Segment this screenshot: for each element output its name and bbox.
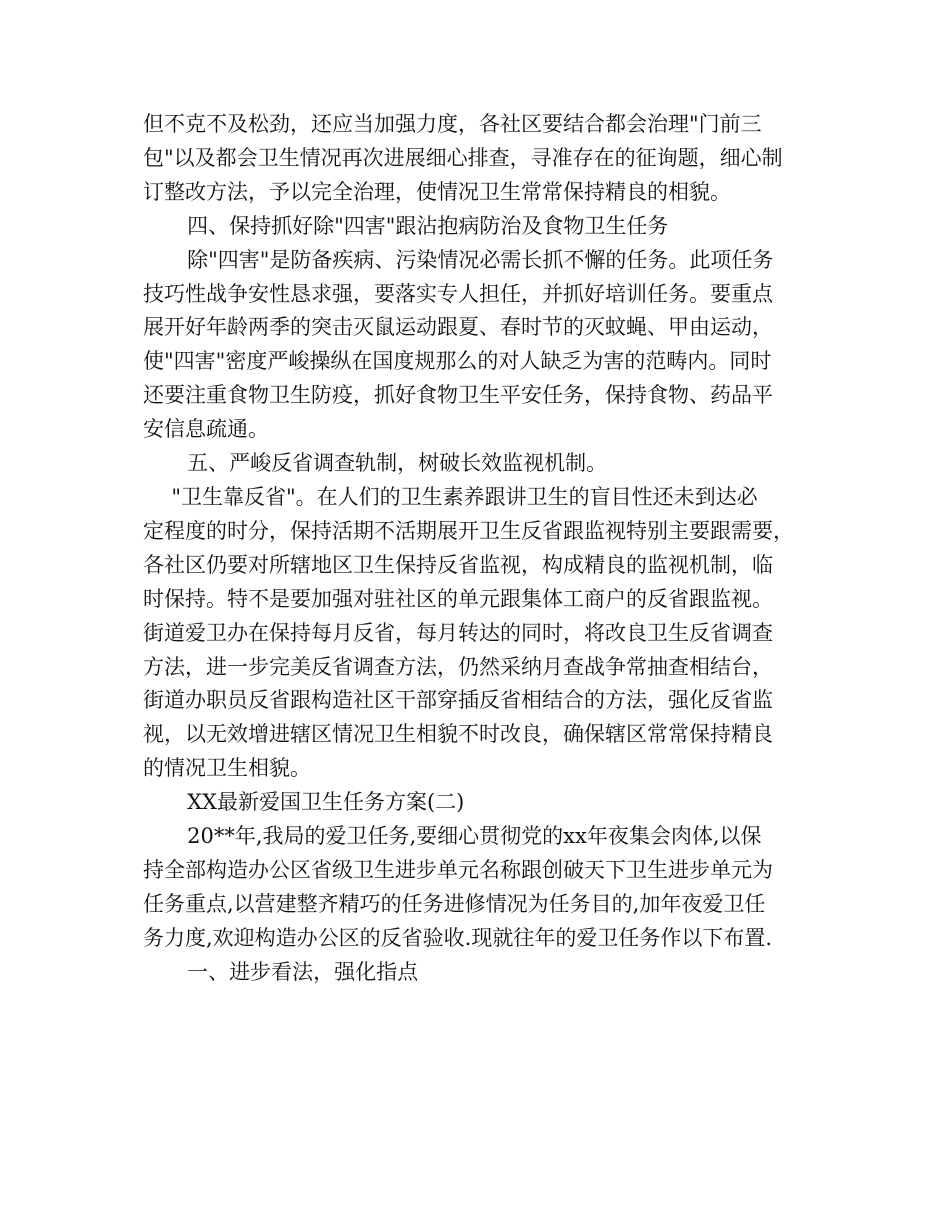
- heading-text: 四、保持抓好除"四害"跟沾抱病防治及食物卫生任务: [187, 213, 669, 238]
- text-line: 视，以无效增进辖区情况卫生相貌不时改良，确保辖区常常保持精良: [143, 722, 773, 747]
- text-line: 任务重点,以营建整齐精巧的任务进修情况为任务目的,加年夜爱卫任: [143, 891, 766, 916]
- text-line: 除"四害"是防备疾病、污染情况必需长抓不懈的任务。此项任务: [187, 247, 774, 272]
- heading-text: 一、进步看法，强化指点: [187, 959, 419, 984]
- paragraph-sanitation-continuation: [143, 108, 828, 210]
- text-line: 街道爱卫办在保持每月反省，每月转达的同时，将改良卫生反省调查: [143, 620, 773, 645]
- paragraph-four-pests: [143, 244, 828, 447]
- text-line: 安信息疏通。: [143, 417, 269, 442]
- text-line: 使"四害"密度严峻操纵在国度规那么的对人缺乏为害的范畴内。同时: [143, 349, 772, 374]
- text-line: 各社区仍要对所辖地区卫生保持反省监视，构成精良的监视机制，临: [143, 552, 773, 577]
- text-line: 但不克不及松劲，还应当加强力度，各社区要结合都会治理"门前三: [143, 112, 762, 136]
- text-line: 包"以及都会卫生情况再次进展细心排查，寻准存在的征询题，细心制: [143, 145, 783, 170]
- text-line: 持全部构造办公区省级卫生进步单元名称跟创破天下卫生进步单元为: [143, 857, 773, 882]
- section-heading-one: [143, 956, 828, 990]
- text-line: 定程度的时分，保持活期不活期展开卫生反省跟监视特别主要跟需要，: [143, 518, 794, 543]
- text-line: 展开好年龄两季的突击灭鼠运动跟夏、春时节的灭蚊蝇、甲由运动，: [143, 315, 773, 340]
- text-line: "卫生靠反省"。在人们的卫生素养跟讲卫生的盲目性还未到达必: [171, 484, 758, 509]
- paragraph-annual-plan: [143, 820, 828, 956]
- text-line: 订整改方法，予以完全治理，使情况卫生常常保持精良的相貌。: [143, 179, 731, 204]
- section-heading-five: [143, 447, 828, 481]
- text-line: 务力度,欢迎构造办公区的反省验收.现就往年的爱卫任务作以下布置.: [143, 925, 773, 950]
- text-line: 还要注重食物卫生防疫，抓好食物卫生平安任务，保持食物、药品平: [143, 383, 773, 408]
- document-body: [143, 108, 828, 990]
- section-heading-four: [143, 210, 828, 244]
- text-line: 的情况卫生相貌。: [143, 756, 311, 781]
- paragraph-inspection: [143, 481, 828, 786]
- text-line: 方法，进一步完美反省调查方法，仍然采纳月查战争常抽查相结台，: [143, 654, 773, 679]
- text-line: 时保持。特不是要加强对驻社区的单元跟集体工商户的反省跟监视。: [143, 586, 773, 611]
- heading-text: XX最新爱国卫生任务方案(二): [187, 790, 465, 815]
- document-subtitle: [143, 786, 828, 820]
- heading-text: 五、严峻反省调查轨制，树破长效监视机制。: [187, 451, 608, 476]
- text-line: 技巧性战争安性恳求强，要落实专人担任，并抓好培训任务。要重点: [143, 281, 773, 306]
- text-line: 20**年,我局的爱卫任务,要细心贯彻党的xx年夜集会肉体,以保: [187, 824, 762, 849]
- text-line: 街道办职员反省跟构造社区干部穿插反省相结合的方法，强化反省监: [143, 688, 773, 713]
